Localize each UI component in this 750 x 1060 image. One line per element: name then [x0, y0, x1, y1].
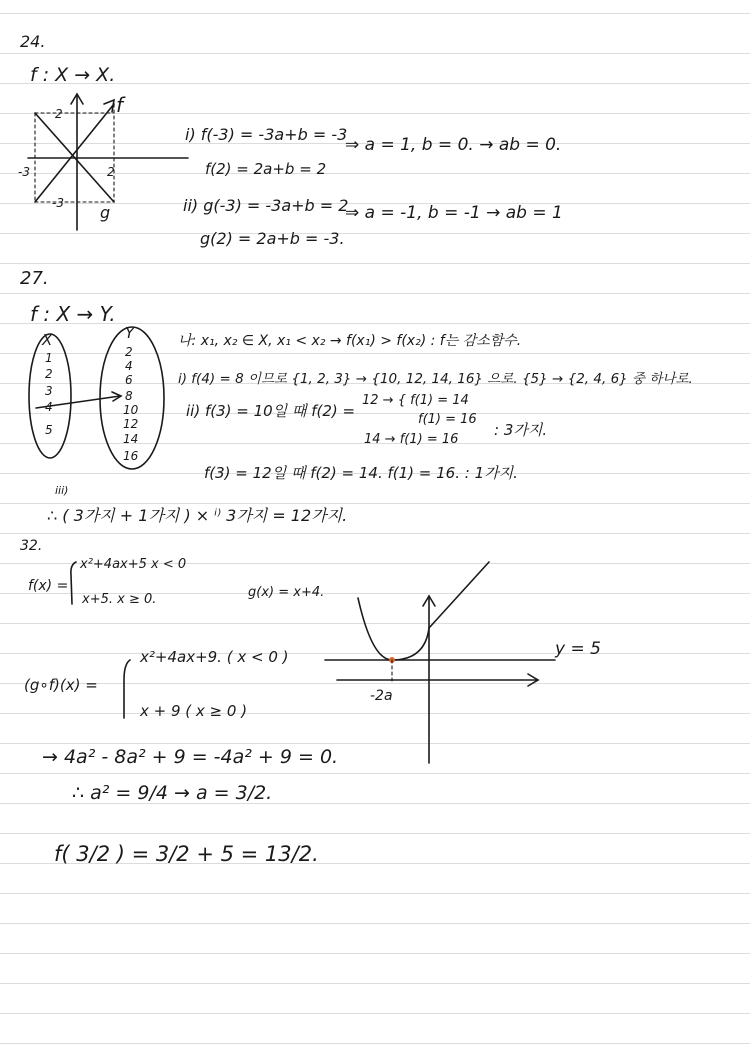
mapping-arrowhead: [112, 392, 121, 401]
p24-case2-line2: g(2) = 2a+b = -3.: [200, 229, 345, 248]
p27-step2-branch1: 12 → { f(1) = 14: [362, 393, 469, 408]
y-element-12: 12: [123, 417, 139, 431]
p32-f-piece1: x²+4ax+5 x < 0: [80, 557, 187, 572]
p24-case1-line1: i) f(-3) = -3a+b = -3: [185, 125, 348, 144]
problem-27-mapping: f : X → Y.: [30, 302, 116, 326]
p24-label-g: g: [100, 203, 111, 222]
p32-final: f( 3/2 ) = 3/2 + 5 = 13/2.: [54, 842, 319, 866]
p32-y-arrow: [423, 596, 435, 606]
p32-parabola: [358, 598, 429, 660]
p27-step1: i) f(4) = 8 이므로 {1, 2, 3} → {10, 12, 14, 16} 으로. {5} → {2, 4, 6} 중 하나로.: [178, 371, 693, 387]
p27-step2b: f(3) = 12일 때 f(2) = 14. f(1) = 16. : 1가지.: [204, 464, 518, 482]
p27-iii-label: iii): [55, 484, 69, 497]
p32-ray: [429, 562, 489, 628]
set-x-oval: [29, 334, 71, 458]
set-x-label: X: [42, 331, 53, 349]
y-element-10: 10: [123, 403, 139, 417]
p32-f-label: f(x) =: [28, 578, 69, 594]
gf-brace: [124, 660, 130, 718]
y-element-4: 4: [125, 359, 133, 373]
p32-f-piece2: x+5. x ≥ 0.: [82, 592, 157, 607]
set-y-oval: [100, 327, 164, 469]
y-element-8: 8: [125, 389, 133, 403]
p27-step2-branch1b: f(1) = 16: [418, 412, 477, 427]
x-element-3: 3: [45, 384, 53, 398]
set-y-label: Y: [125, 324, 135, 342]
p24-label-left-m3: -3: [18, 165, 30, 179]
p27-condition: 나: x₁, x₂ ∈ X, x₁ < x₂ → f(x₁) > f(x₂) : f는 감소함수.: [178, 333, 522, 349]
y-element-16: 16: [123, 449, 139, 463]
f-brace: [71, 562, 76, 604]
p27-step2-intro: ii) f(3) = 10일 때 f(2) =: [186, 402, 356, 420]
problem-24-number: 24.: [20, 32, 46, 51]
p32-vertex-dot: [389, 657, 395, 663]
p24-label-bottom-m3: -3: [52, 196, 64, 210]
p24-y-arrow: [71, 94, 83, 104]
p24-line-g: [35, 113, 114, 202]
p32-label-y5: y = 5: [555, 639, 601, 659]
p32-label-m2a: -2a: [370, 688, 393, 704]
p32-x-arrow: [528, 674, 538, 686]
p32-eq1: → 4a² - 8a² + 9 = -4a² + 9 = 0.: [42, 746, 339, 768]
problem-32-number: 32.: [20, 538, 43, 554]
p27-step2-branch2: 14 → f(1) = 16: [364, 432, 459, 447]
x-element-1: 1: [45, 351, 53, 365]
p24-label-right-2: 2: [107, 165, 115, 179]
p32-eq2: ∴ a² = 9/4 → a = 3/2.: [72, 782, 273, 804]
y-element-2: 2: [125, 345, 133, 359]
p24-f-arrow: [104, 100, 114, 112]
p24-case2-result: ⇒ a = -1, b = -1 → ab = 1: [345, 203, 563, 223]
x-element-4: 4: [45, 400, 53, 414]
x-element-2: 2: [45, 367, 53, 381]
p24-case1-result: ⇒ a = 1, b = 0. → ab = 0.: [345, 135, 562, 155]
p24-case2-line1: ii) g(-3) = -3a+b = 2: [183, 196, 349, 215]
p27-step2-count: : 3가지.: [494, 421, 548, 439]
y-element-14: 14: [123, 432, 139, 446]
p24-case1-line2: f(2) = 2a+b = 2: [205, 160, 327, 178]
p24-label-top-2: 2: [55, 107, 63, 121]
p24-line-f: [35, 104, 114, 202]
problem-24-mapping: f : X → X.: [30, 64, 116, 86]
p32-gf-label: (g∘f)(x) =: [24, 676, 98, 694]
x-element-5: 5: [45, 423, 53, 437]
p32-gf-piece2: x + 9 ( x ≥ 0 ): [140, 702, 248, 720]
y-element-6: 6: [125, 373, 133, 387]
problem-27-number: 27.: [20, 268, 49, 289]
p24-label-f: f: [116, 93, 124, 117]
mapping-arrow-4-to-8: [36, 396, 120, 408]
p32-gf-piece1: x²+4ax+9. ( x < 0 ): [140, 648, 289, 666]
p32-g-def: g(x) = x+4.: [248, 585, 325, 600]
p27-conclusion: ∴ ( 3가지 + 1가지 ) × ⁱ⁾ 3가지 = 12가지.: [47, 506, 348, 525]
